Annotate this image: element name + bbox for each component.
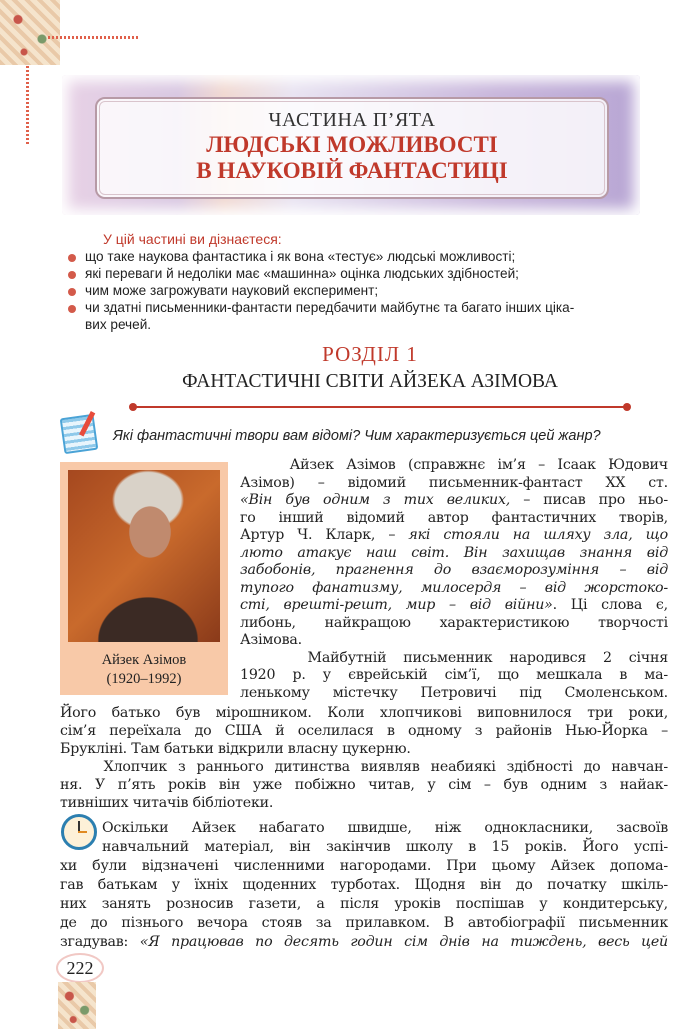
text-line (240, 545, 668, 562)
text-line (60, 740, 668, 758)
text-line (240, 632, 668, 649)
author-portrait-image (68, 470, 220, 642)
section-title: ФАНТАСТИЧНІ СВІТИ АЙЗЕКА АЗІМОВА (182, 371, 558, 392)
text-line (60, 857, 668, 876)
text-segment: Азімова. (240, 632, 302, 648)
text-line (240, 650, 668, 667)
text-segment: Хлопчик з раннього дитинства виявляв неабиякі здібності до навчан- (60, 759, 668, 775)
text-segment: Айзек Азімов (справжнє ім’я – Ісаак Юдович (240, 457, 668, 473)
text-segment: навчальний матеріал, він закінчив школу в 15 років. Його успі- (102, 839, 668, 855)
italic-quote-text: які стояли на шляху зла, що (408, 527, 668, 543)
text-line (240, 510, 668, 527)
text-line (240, 597, 668, 614)
italic-quote-text: сті, врешті-решт, мир – від війни» (240, 597, 553, 613)
text-line (60, 895, 668, 914)
section-divider (135, 406, 625, 408)
bullet-icon (68, 288, 76, 296)
clock-gear-icon (61, 814, 97, 850)
text-segment: Артур Ч. Кларк, – (240, 527, 409, 543)
intro-bullet: чим може загрожувати науковий експеримент; (85, 283, 379, 298)
text-line (60, 914, 668, 933)
text-segment: Оскільки Айзек набагато швидше, ніж однокласники, засвоїв (102, 820, 668, 836)
bullet-icon (68, 271, 76, 279)
italic-quote-text: забобонів, прагнення до взаєморозуміння – від (240, 562, 668, 578)
text-line (60, 704, 668, 722)
text-segment: ня. У п’ять років він уже побіжно читав, у сім – був одним з найак- (60, 777, 668, 793)
text-line (102, 819, 668, 838)
text-line (240, 527, 668, 544)
text-line (60, 758, 668, 776)
text-line (240, 615, 668, 632)
text-line (60, 876, 668, 895)
italic-quote-text: «Я працював по десять годин сім днів на тиждень, весь цей (139, 934, 668, 950)
intro-bullet: що таке наукова фантастика і як вона «тестує» людські можливості; (85, 249, 516, 264)
bullet-icon (68, 254, 76, 262)
text-line (60, 794, 668, 812)
text-line (240, 685, 668, 702)
intro-bullet: чи здатні письменники-фантасти передбачити майбутнє та багато інших ціка- (85, 300, 575, 315)
text-segment: тивніших читачів бібліотеки. (60, 795, 274, 811)
decorative-dotted-rule (48, 36, 138, 39)
text-line (240, 475, 668, 492)
text-line (102, 838, 668, 857)
text-segment: згадував: (60, 934, 140, 950)
text-segment: – писав про ньо- (510, 492, 668, 508)
text-line (240, 492, 668, 509)
notepad-pencil-icon (60, 414, 99, 454)
italic-quote-text: «Він був одним з тих великих, (240, 492, 511, 508)
author-photo-card (60, 462, 228, 695)
bullet-icon (68, 305, 76, 313)
text-segment: гав батькам у їхніх щоденних турботах. Щодня він до початку шкіль- (60, 877, 668, 893)
bottom-ornament (58, 982, 96, 1029)
part-title-frame (95, 97, 609, 199)
text-segment: хи були відзначені численними нагородами. При цьому Айзек допома- (60, 858, 668, 874)
italic-quote-text: люто атакує наш світ. Він захищав знання від (240, 545, 668, 561)
corner-ornament (0, 0, 60, 65)
text-segment: них занять розносив газети, а після уроків поспішав у кондитерську, (60, 896, 668, 912)
text-line (60, 933, 668, 952)
text-segment: ленькому містечку Петровичі під Смоленськом. (240, 685, 668, 701)
text-segment: Майбутній письменник народився 2 січня (240, 650, 668, 666)
text-line (60, 722, 668, 740)
text-segment: де до пізнього вечора стояв за прилавком. В автобіографії письменник (60, 915, 668, 931)
text-line (240, 562, 668, 579)
text-segment: Азімов) – відомий письменник-фантаст XX ст. (240, 475, 668, 491)
text-segment: либонь, найкращою характеристикою творчості (240, 615, 668, 631)
part-title-line2: В НАУКОВІЙ ФАНТАСТИЦІ (196, 158, 508, 183)
intro-bullet: які переваги й недоліки має «машинна» оцінка людських здібностей; (85, 266, 519, 281)
text-line (240, 580, 668, 597)
text-line (240, 667, 668, 684)
decorative-dotted-rule-vertical (26, 66, 29, 146)
italic-quote-text: тупого фанатизму, милосердя – від жорстоко- (240, 580, 668, 596)
text-segment: го інший відомий автор фантастичних творів, (240, 510, 668, 526)
text-segment: сім’я переїхала до США й оселилася в одному з районів Нью-Йорка – (60, 723, 668, 739)
section-number: РОЗДІЛ 1 (322, 342, 418, 366)
question-text: Які фантастичні твори вам відомі? Чим характеризується цей жанр? (113, 428, 601, 444)
part-title-line1: ЛЮДСЬКІ МОЖЛИВОСТІ (206, 132, 498, 157)
text-line (60, 776, 668, 794)
divider-dot (129, 403, 137, 411)
text-segment: Його батько був мірошником. Коли хлопчикові виповнилося три роки, (60, 705, 668, 721)
text-segment: Брукліні. Там батьки відкрили власну цукерню. (60, 741, 411, 757)
part-label: ЧАСТИНА П’ЯТА (268, 109, 436, 131)
intro-heading: У цій частині ви дізнаєтеся: (103, 231, 282, 247)
page-number: 222 (56, 953, 104, 983)
text-segment: . Ці слова є, (552, 597, 668, 613)
photo-caption-years: (1920–1992) (106, 671, 182, 687)
intro-bullet-continuation: вих речей. (85, 317, 152, 332)
text-segment: 1920 р. у єврейській сім’ї, що мешкала в ма- (240, 667, 668, 683)
photo-caption-name: Айзек Азімов (101, 652, 187, 668)
text-line (240, 457, 668, 474)
divider-dot (623, 403, 631, 411)
